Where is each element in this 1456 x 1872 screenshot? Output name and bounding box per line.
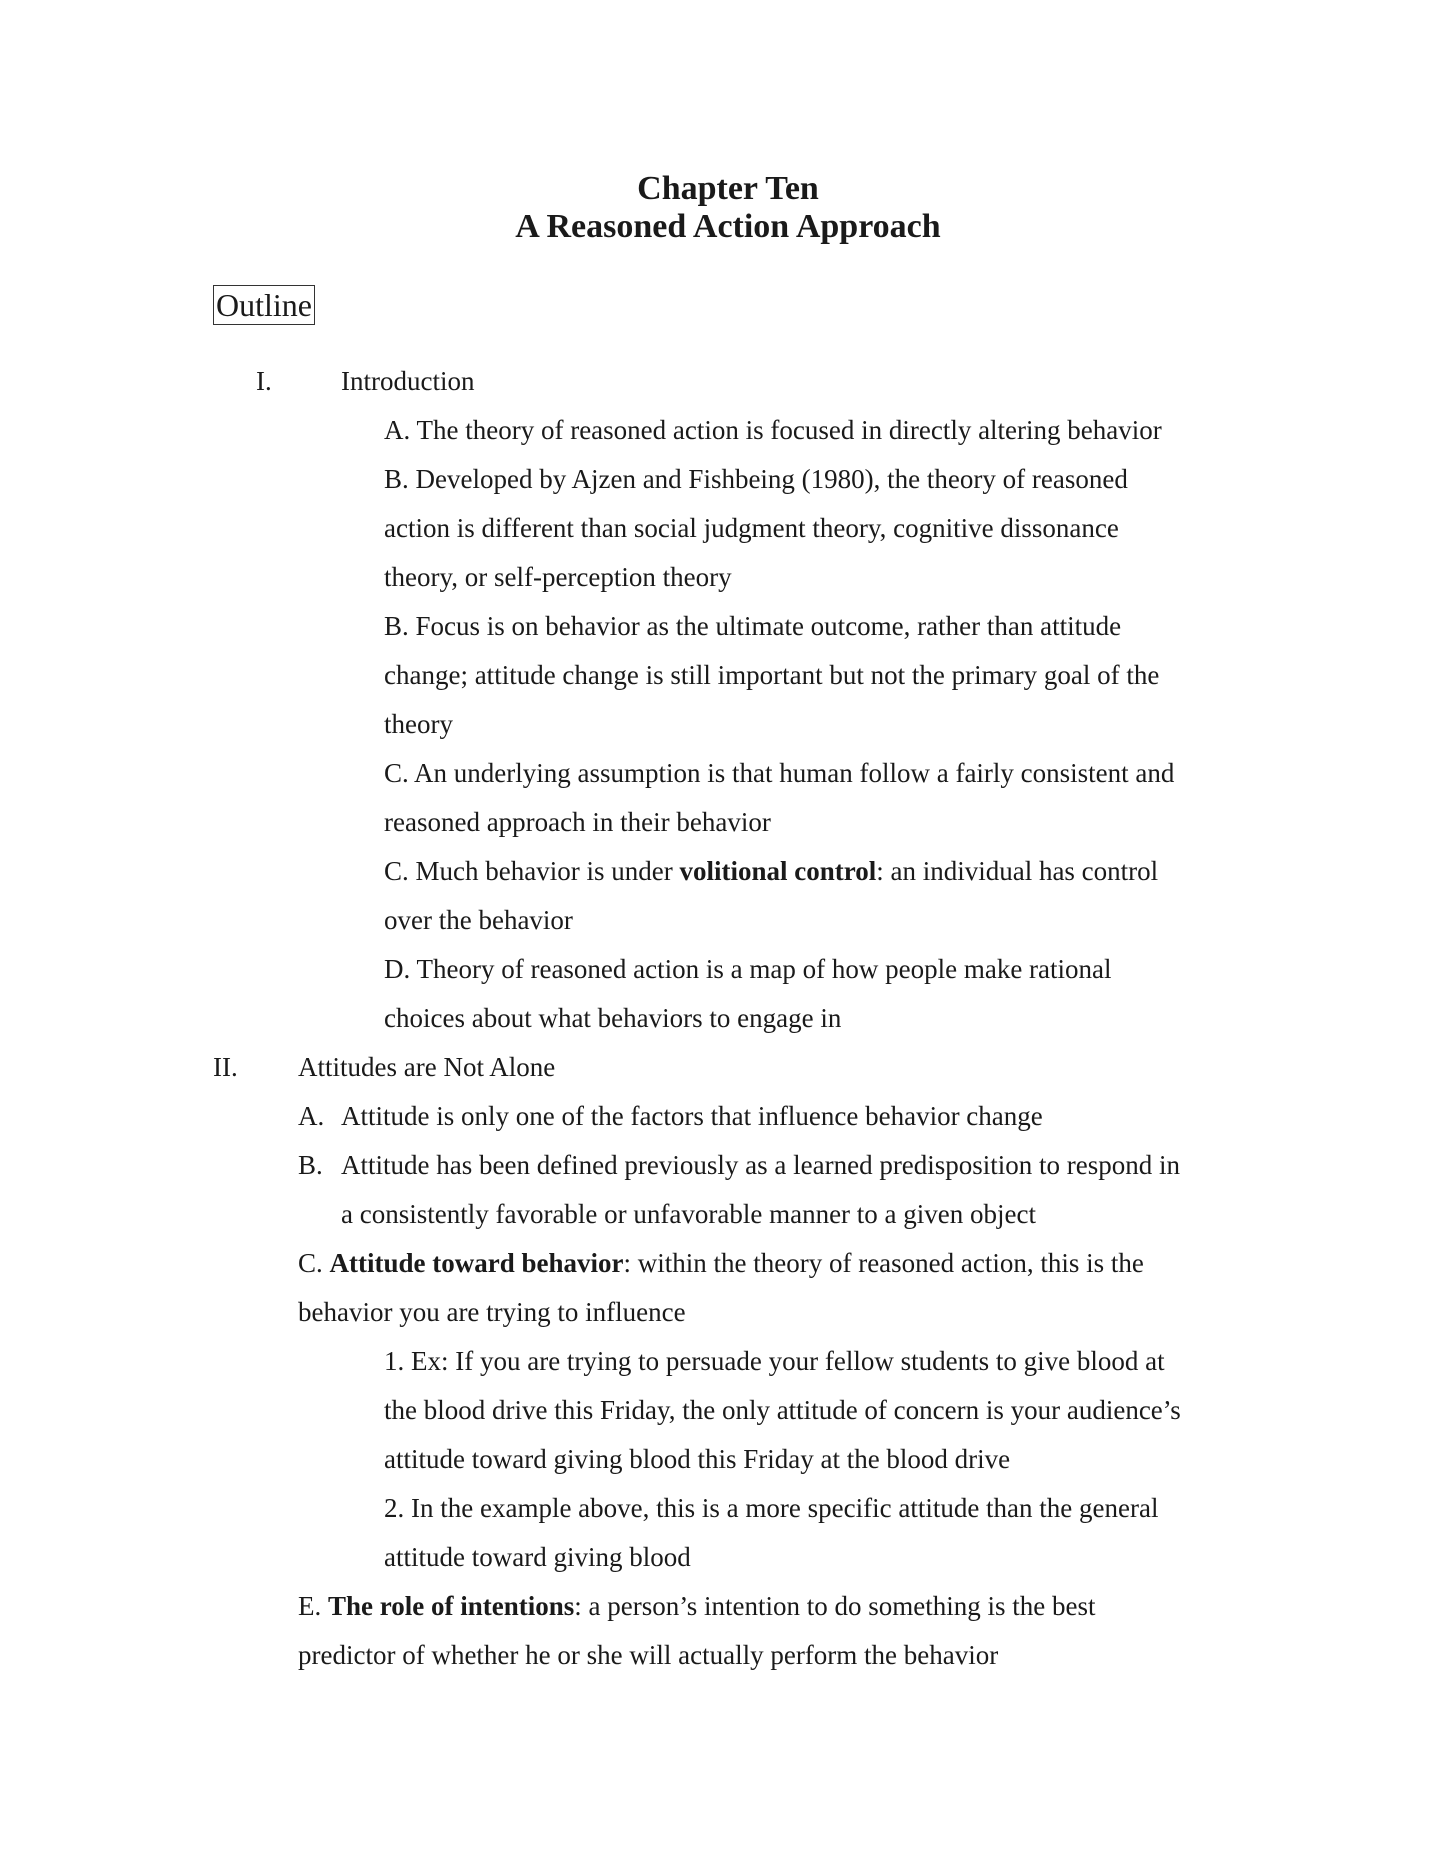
section-2-item-letter: A. <box>298 1101 325 1131</box>
section-1-line: C. An underlying assumption is that human follow a fairly consistent and <box>384 758 1175 788</box>
item-prefix: C. Much behavior is under <box>384 856 680 886</box>
section-1-line: D. Theory of reasoned action is a map of how people make rational <box>384 954 1112 984</box>
section-2-numeral: II. <box>213 1052 238 1082</box>
section-2-heading: Attitudes are Not Alone <box>298 1052 556 1082</box>
item-prefix: E. <box>298 1591 328 1621</box>
term-attitude-toward-behavior: Attitude toward behavior <box>329 1248 624 1278</box>
item-suffix: : an individual has control <box>876 856 1159 886</box>
section-1-heading: Introduction <box>341 366 475 396</box>
section-1-numeral: I. <box>256 366 272 396</box>
section-1-line: reasoned approach in their behavior <box>384 807 771 837</box>
section-2-line: a consistently favorable or unfavorable manner to a given object <box>341 1199 1036 1229</box>
section-1-line: A. The theory of reasoned action is focused in directly altering behavior <box>384 415 1162 445</box>
section-2-item-role-of-intentions <box>298 1589 1095 1623</box>
section-1-line: action is different than social judgment theory, cognitive dissonance <box>384 513 1119 543</box>
section-1-item-volitional <box>384 854 1158 888</box>
section-2-sub-line: attitude toward giving blood <box>384 1542 691 1572</box>
chapter-subtitle: A Reasoned Action Approach <box>515 208 941 245</box>
term-volitional-control: volitional control <box>679 856 877 886</box>
section-2-line: Attitude has been defined previously as a learned predisposition to respond in <box>341 1150 1181 1180</box>
section-2-sub-line: the blood drive this Friday, the only attitude of concern is your audience’s <box>384 1395 1181 1425</box>
section-2-line: predictor of whether he or she will actually perform the behavior <box>298 1640 999 1670</box>
section-2-sub-line: 1. Ex: If you are trying to persuade your fellow students to give blood at <box>384 1346 1165 1376</box>
item-prefix: C. <box>298 1248 330 1278</box>
item-suffix: : a person’s intention to do something is the best <box>574 1591 1096 1621</box>
section-1-line: theory, or self-perception theory <box>384 562 732 592</box>
section-2-line: behavior you are trying to influence <box>298 1297 686 1327</box>
section-2-sub-line: attitude toward giving blood this Friday at the blood drive <box>384 1444 1011 1474</box>
outline-label: Outline <box>213 285 315 325</box>
section-2-item-attitude-toward-behavior <box>298 1246 1144 1280</box>
section-1-line: theory <box>384 709 453 739</box>
section-1-line: over the behavior <box>384 905 573 935</box>
section-2-line: Attitude is only one of the factors that influence behavior change <box>341 1101 1043 1131</box>
section-1-line: B. Developed by Ajzen and Fishbeing (1980), the theory of reasoned <box>384 464 1128 494</box>
item-suffix: : within the theory of reasoned action, this is the <box>623 1248 1144 1278</box>
section-1-line: B. Focus is on behavior as the ultimate outcome, rather than attitude <box>384 611 1122 641</box>
section-1-line: choices about what behaviors to engage in <box>384 1003 842 1033</box>
term-role-of-intentions: The role of intentions <box>328 1591 575 1621</box>
section-1-line: change; attitude change is still important but not the primary goal of the <box>384 660 1160 690</box>
section-2-sub-line: 2. In the example above, this is a more specific attitude than the general <box>384 1493 1159 1523</box>
chapter-title: Chapter Ten <box>637 170 819 207</box>
section-2-item-letter: B. <box>298 1150 323 1180</box>
